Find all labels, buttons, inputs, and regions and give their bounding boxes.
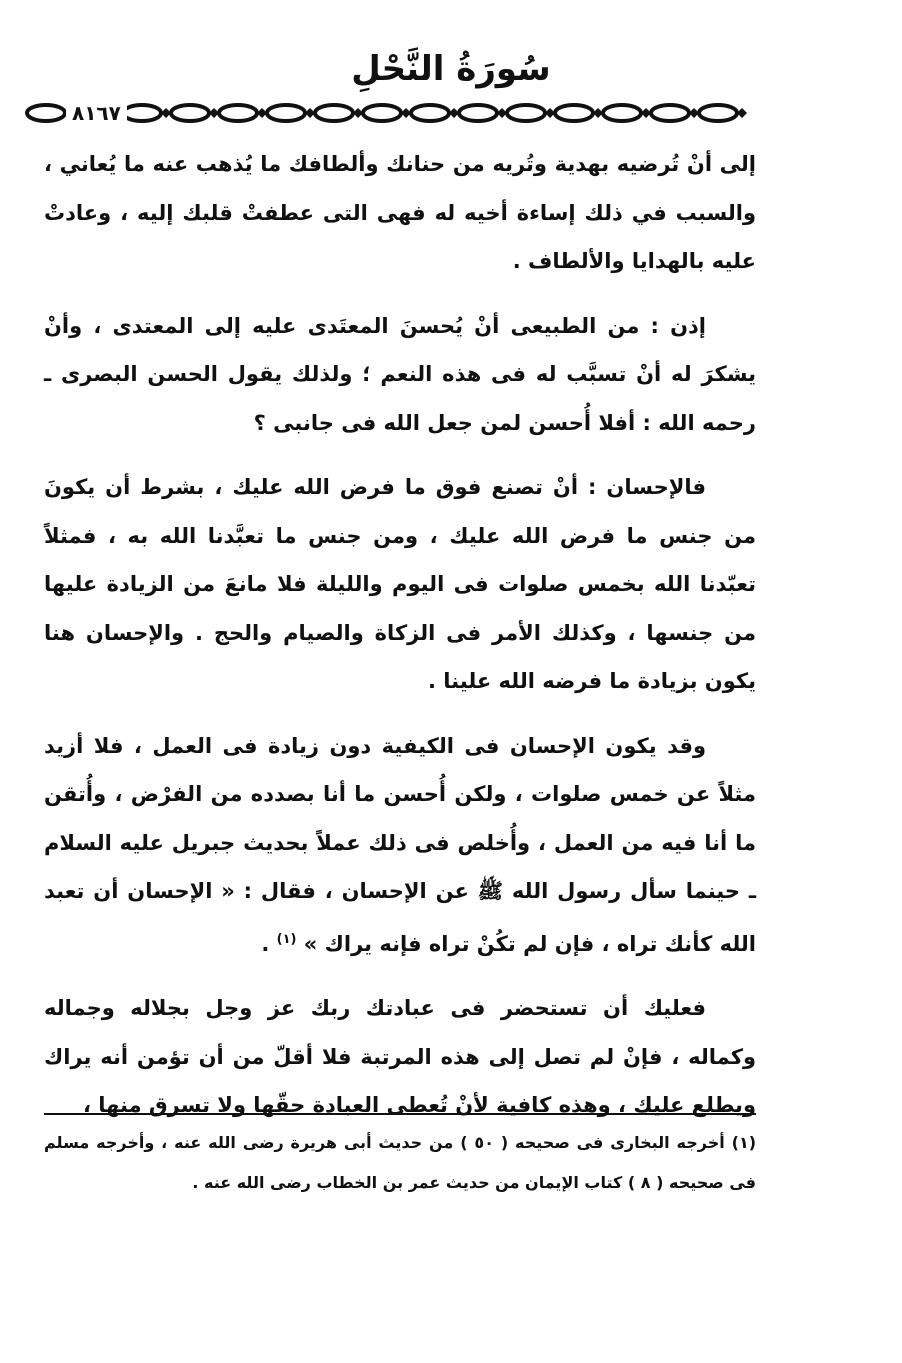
chain-ornament: [18, 96, 784, 130]
chain-link-oval: [459, 105, 497, 121]
chain-link-diamond: [737, 108, 747, 118]
chain-link-oval: [315, 105, 353, 121]
surah-title: سُورَةُ النَّحْلِ: [351, 49, 551, 89]
footnote-reference: (١): [276, 931, 297, 947]
paragraph: إلى أنْ تُرضيه بهدية وتُريه من حنانك وألطافك ما يُذهب عنه ما يُعاني ، والسبب في ذلك إساءة أخيه له فهى التى عطفتْ قلبك إليه ، وعادتْ عليه بالهدايا والألطاف .: [44, 152, 756, 273]
chain-link-oval: [603, 105, 641, 121]
chain-link-oval: [219, 105, 257, 121]
chain-link-oval: [699, 105, 737, 121]
paragraph: إذن : من الطبيعى أنْ يُحسنَ المعتَدى عليه إلى المعتدى ، وأنْ يشكرَ له أنْ تسبَّب له فى هذه النعم ؛ ولذلك يقول الحسن البصرى ـ رحمه الله : أفلا أُحسن لمن جعل الله فى جانبى ؟: [44, 313, 756, 435]
paragraph: فالإحسان : أنْ تصنع فوق ما فرض الله عليك ، بشرط أن يكونَ من جنس ما فرض الله عليك ، ومن جنس ما تعبَّدنا الله به ، فمثلاً تعبّدنا الله بخمس صلوات فى اليوم والليلة فلا مانعَ من الزيادة عليها من جنسها ، وكذلك الأمر فى الزكاة والصيام والحج . والإحسان هنا يكون بزيادة ما فرضه الله علينا .: [44, 475, 756, 693]
paragraph: فعليك أن تستحضر فى عبادتك ربك عز وجل بجلاله وجماله وكماله ، فإنْ لم تصل إلى هذه المرتبة فلا أقلّ من أن تؤمن أنه يراك ويطلع عليك ، وهذه كافية لأنْ تُعطى العبادة حقّها ولا تسرق منها ،: [44, 996, 756, 1117]
hadith-text: وقد يكون الإحسان فى الكيفية دون زيادة فى العمل ، فلا أزيد مثلاً عن خمس صلوات ، ولكن أُحسن ما أنا بصدده من الفرْض ، وأُتقن ما أنا فيه من العمل ، وأُخلص فى ذلك عملاً بحديث جبريل عليه السلام ـ حينما سأل رسول الله ﷺ عن الإحسان ، فقال : « الإحسان أن تعبد الله كأنك تراه ، فإن لم تكُنْ تراه فإنه يراك »: [44, 733, 756, 956]
chain-link-oval: [267, 105, 305, 121]
chain-link-oval: [363, 105, 401, 121]
chain-link-oval: [123, 105, 161, 121]
chain-link-oval: [555, 105, 593, 121]
chain-link-oval: [171, 105, 209, 121]
chain-link-oval: [27, 105, 65, 121]
chain-link-oval: [651, 105, 689, 121]
chain-link-oval: [507, 105, 545, 121]
footnote-divider: [44, 1113, 756, 1115]
main-text: [44, 140, 756, 1146]
chain-link-oval: [411, 105, 449, 121]
footnote: (١) أخرجه البخارى فى صحيحه ( ٥٠ ) من حديث أبى هريرة رضى الله عنه ، وأخرجه مسلم فى صحيحه ( ٨ ) كتاب الإيمان من حديث عمر بن الخطاب رضى الله عنه .: [44, 1133, 757, 1192]
paragraph: وقد يكون الإحسان فى الكيفية دون زيادة فى العمل ، فلا أزيد مثلاً عن خمس صلوات ، ولكن أُحسن ما أنا بصدده من الفرْض ، وأُتقن ما أنا فيه من العمل ، وأُخلص فى ذلك عملاً بحديث جبريل عليه السلام ـ حينما سأل رسول الله ﷺ عن الإحسان ، فقال : « الإحسان أن تعبد الله كأنك تراه ، فإن لم تكُنْ تراه فإنه يراك » $^{(١)}$ .: [44, 733, 756, 956]
page-number: ٨١٦٧: [66, 96, 127, 130]
ornamental-header-border: [18, 96, 784, 130]
